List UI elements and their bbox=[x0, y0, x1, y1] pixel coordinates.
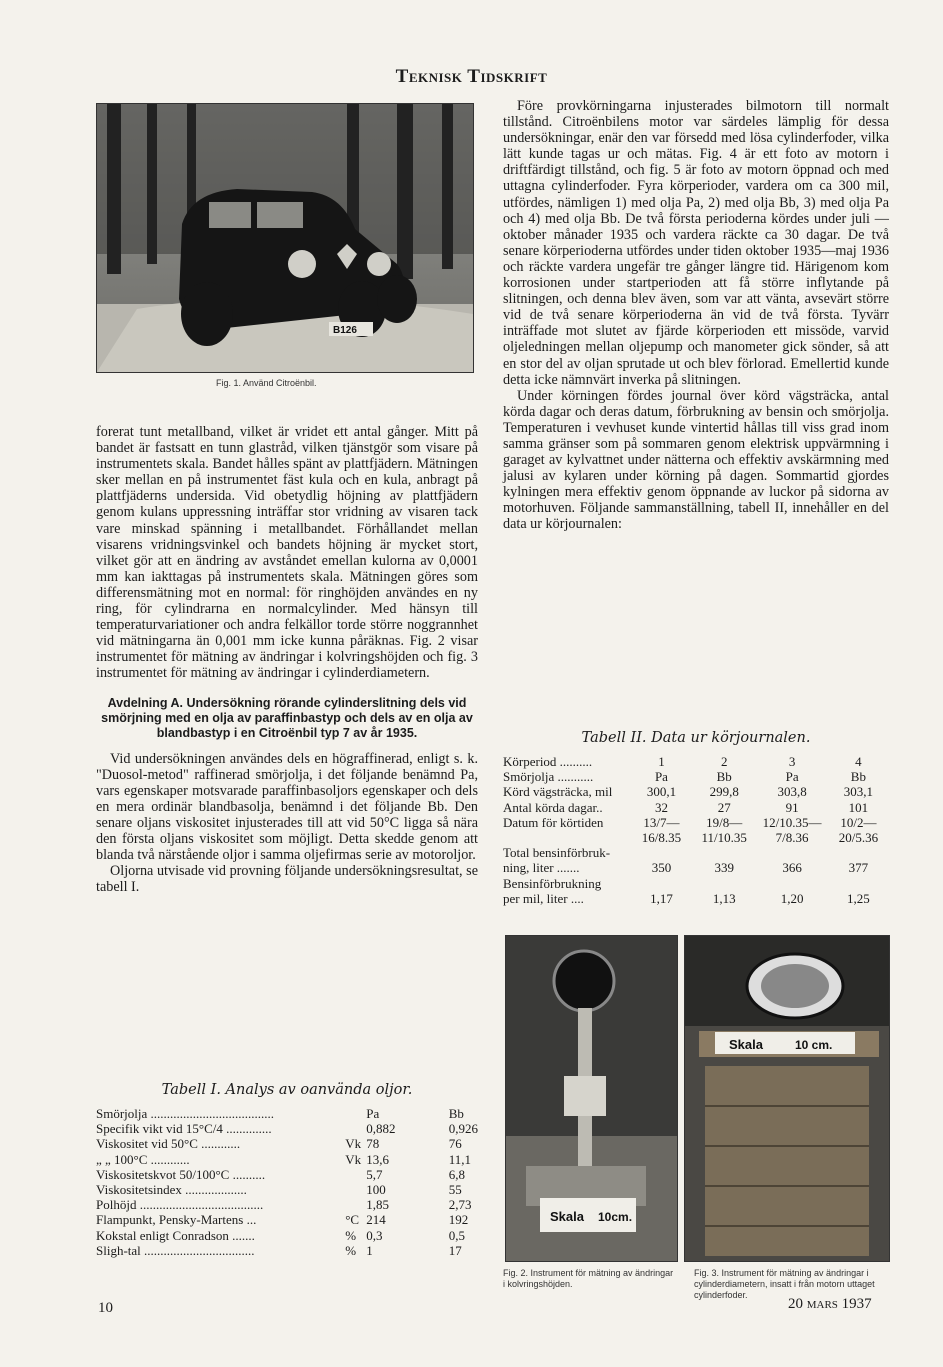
table2-cell-c1: 350 bbox=[651, 860, 672, 876]
table2-cell-c4 bbox=[828, 876, 889, 891]
left-paragraph-3: Oljorna utvisade vid provning följande undersökningsresultat, se tabell I. bbox=[96, 863, 478, 896]
table1-cell-unit bbox=[345, 1106, 366, 1121]
table1-cell-pa: 1,85 bbox=[366, 1197, 390, 1213]
table2-cell-label bbox=[503, 830, 631, 845]
table1-cell-pa: 214 bbox=[366, 1212, 386, 1228]
fig3-instrument-photo bbox=[684, 935, 890, 1262]
table1-cell-bb: Bb bbox=[448, 1106, 464, 1121]
table1-cell-bb: 192 bbox=[448, 1212, 469, 1228]
table2-cell-c4: 10/2— bbox=[840, 814, 877, 830]
car-illustration bbox=[97, 104, 473, 372]
table1-cell-label: „ „ 100°C ............ bbox=[96, 1151, 190, 1167]
fig2-caption: Fig. 2. Instrument för mätning av ändringar i kolvringshöjden. bbox=[503, 1268, 674, 1289]
table2-cell-c1: 1 bbox=[658, 754, 665, 769]
table1-cell-label: Sligh-tal .................................. bbox=[96, 1242, 255, 1258]
table1-row bbox=[96, 1182, 478, 1197]
journal-header: Teknisk Tidskrift bbox=[395, 66, 548, 87]
table1-cell-bb: 11,1 bbox=[448, 1151, 472, 1167]
table1-cell-bb: 2,73 bbox=[448, 1197, 472, 1213]
table1-cell-label: Viskositetsindex ................... bbox=[96, 1182, 247, 1198]
table1-cell-bb: 0,926 bbox=[448, 1121, 478, 1137]
table2-cell-c1: 13/7— bbox=[643, 814, 680, 830]
right-paragraph-1: Före provkörningarna injusterades bilmotorn till normalt tillstånd. Citroënbilens motor var särdeles lämplig för dessa undersökningar, enär den var försedd med lösa cylinderfoder, vilka lätt kunde tagas ur och mätas. Fig. 4 är ett foto av motorn i driftfärdigt tillstånd, och fig. 5 är foto av motorn öppnad och med uttagna cylinderfoder. Fyra körperioder, vardera om ca 300 mil, utfördes, nämligen 1) med olja Pa, 2) med olja Bb, 3) med olja Pa och 4) med olja Bb. De två första perioderna kördes under juli —oktober månader 1935 och vardera räckte ca 30 dagar. De två senare körperioderna utfördes under tiden oktober 1935—maj 1936 och räckte vardera ungefär tre gånger längre tid. Härigenom kom korrosionen under startperioden att få större inflytande på slitningen, och denna blev även, som var att vänta, avsevärt större vid de två senare körperioderna än vid de två första. Tyvärr inträffade mot slutet av fjärde körperioden ett missöde, varvid oljeledningen mellan oljepump och manometer gick sönder, så att en stor del av oljan sprutade ut och blev förlorad. Emellertid kunde detta icke nämnvärt inverka på slitningen. bbox=[503, 98, 889, 388]
table2-cell-label: Körd vägsträcka, mil bbox=[503, 784, 613, 800]
table1-cell-pa: 0,882 bbox=[366, 1121, 396, 1137]
table2-cell-label: Total bensinförbruk- bbox=[503, 845, 611, 861]
table2-cell-c2: 299,8 bbox=[709, 784, 739, 800]
table2-title: Tabell II. Data ur körjournalen. bbox=[581, 730, 811, 746]
table2 bbox=[503, 754, 889, 906]
table2-cell-label: Körperiod .......... bbox=[503, 754, 593, 769]
fig3-caption: Fig. 3. Instrument för mätning av ändringar i cylinderdiametern, insatt i från motorn uttaget cylinderfoder. bbox=[694, 1268, 875, 1300]
table1-cell-bb: 76 bbox=[448, 1136, 462, 1152]
table2-row bbox=[503, 769, 889, 784]
table2-cell-c2: 1,13 bbox=[712, 890, 736, 906]
right-paragraph-2: Under körningen fördes journal över körd vägsträcka, antal körda dagar och deras datum, förbrukning av bensin och smörjolja. Temperaturen i vevhuset kunde vintertid hållas till viss grad inom samma gränser som på sommaren genom elektrisk uppvärmning i garaget av kylvattnet under nätterna och effektiv avskärmning med jalusi av kylaren under körning på dagen. Sommartid gjordes kylningen mera effektiv genom öppnande av luckor på sidorna av motorhuven. Följande sammanställning, tabell II, innehåller en del data ur körjournalen: bbox=[503, 387, 889, 533]
table2-cell-c2 bbox=[692, 845, 756, 860]
table2-cell-c4: 303,1 bbox=[843, 784, 874, 800]
table2-row bbox=[503, 860, 889, 875]
instrument-illustration bbox=[506, 936, 677, 1261]
table1-row bbox=[96, 1106, 478, 1121]
cylinder-illustration bbox=[685, 936, 889, 1261]
table2-cell-label: Datum för körtiden bbox=[503, 814, 604, 830]
table2-row bbox=[503, 891, 889, 906]
table1-cell-label: Viskositetskvot 50/100°C .......... bbox=[96, 1166, 266, 1182]
table2-cell-c3: 12/10.35— bbox=[762, 814, 822, 830]
fig2-instrument-photo bbox=[505, 935, 678, 1262]
table1-cell-pa: 5,7 bbox=[366, 1166, 383, 1182]
table1-cell-bb: 17 bbox=[448, 1242, 462, 1258]
table2-cell-label: per mil, liter .... bbox=[503, 890, 584, 906]
table1-row bbox=[96, 1243, 478, 1258]
left-paragraph-1: forerat tunt metallband, vilket är vridet ett antal gånger. Mitt på bandet är fastsatt en tunn glastråd, vilken tjänstgör som visare på instrumentets skala. Bandet hålles spänt av plattfjädern. Mätningen sker mellan en på instrumentet fäst kula och en kula, anbragt på plattfjäderns undersida. Vid obetydlig höjning av plattfjädern genom kulans uppressning inträffar stor vridning av visaren tack vare minskad spänning i metallbandet. Förhållandet mellan visarens vridningsvinkel och bandets höjning är mycket stort, vilket gör att en ändring av avståndet emellan kulorna av 0,0001 mm kan iakttagas på instrumentets skala. Mätningen göres som differensmätning mot en normal: för ringhöjden användes en ny ring, för cylindrarna en normalcylinder. Med hänsyn till temperaturvariationer och andra felkällor torde större noggrannhet vid mätningarna än 0,001 mm icke kunna påräknas. Fig. 2 visar instrumentet för mätning av ändringar i kolvringshöjden och fig. 3 instrumentet för mätning av ändringar i cylinderdiametern. bbox=[96, 424, 478, 682]
table1-title: Tabell I. Analys av oanvända oljor. bbox=[161, 1082, 413, 1098]
table1-row bbox=[96, 1167, 478, 1182]
left-paragraph-2: Vid undersökningen användes dels en högraffinerad, enligt s. k. "Duosol-metod" raffinerad smörjolja, i det följande benämnd Pa, vars egenskaper motsvarade paraffinbasoljors egenskaper och dels en mera ordinär blandbasolja, benämnd i det följande Bb. Den senare oljans viskositet injusterades till att vid 50°C ligga så nära den första oljans viskositet som möjligt. Detta skedde genom att blanda två närstående oljor i samma oljefirmas serie av motoroljor. bbox=[96, 750, 478, 864]
table2-cell-c3: 366 bbox=[782, 860, 802, 876]
left-column bbox=[96, 424, 478, 895]
section-heading: Avdelning A. Undersökning rörande cylinderslitning dels vid smörjning med en olja av paraffinbastyp och dels av en olja av blandbastyp i en Citroënbil typ 7 av år 1935. bbox=[101, 695, 473, 740]
table1-cell-bb: 6,8 bbox=[448, 1166, 465, 1182]
table2-cell-c1 bbox=[631, 876, 692, 891]
table1-cell-label: Viskositet vid 50°C ............ bbox=[96, 1136, 241, 1152]
license-plate: B126 bbox=[333, 325, 357, 336]
table2-cell-c3: 7/8.36 bbox=[775, 830, 809, 846]
table2-cell-c2: 339 bbox=[714, 860, 734, 876]
table2-cell-c2: 27 bbox=[717, 799, 731, 815]
table2-cell-c4: 4 bbox=[855, 754, 862, 769]
table1-row bbox=[96, 1212, 478, 1227]
table2-cell-c3: 1,20 bbox=[780, 890, 804, 906]
fig3-scale-label: Skala bbox=[729, 1037, 763, 1052]
table1-cell-unit bbox=[345, 1121, 366, 1136]
table1-cell-bb: 0,5 bbox=[448, 1227, 465, 1243]
table1-cell-unit bbox=[345, 1167, 366, 1182]
table2-row bbox=[503, 830, 889, 845]
table2-cell-c3 bbox=[756, 876, 827, 891]
table2-row bbox=[503, 876, 889, 891]
table2-cell-label: Smörjolja ........... bbox=[503, 769, 594, 785]
table2-cell-c4: Bb bbox=[850, 769, 866, 785]
table1-row bbox=[96, 1228, 478, 1243]
table1-cell-label: Kokstal enligt Conradson ....... bbox=[96, 1227, 255, 1243]
table2-cell-c3: Pa bbox=[785, 769, 799, 785]
table2-cell-label: ning, liter ....... bbox=[503, 860, 580, 876]
table1-row bbox=[96, 1197, 478, 1212]
table1-cell-pa: Pa bbox=[366, 1106, 380, 1121]
table1-cell-unit bbox=[345, 1182, 366, 1197]
table2-cell-c1: 32 bbox=[654, 799, 668, 815]
table1 bbox=[96, 1106, 478, 1258]
table2-row bbox=[503, 815, 889, 830]
table2-cell-c1 bbox=[631, 845, 692, 860]
table1-cell-bb: 55 bbox=[448, 1182, 462, 1198]
table1-cell-pa: 0,3 bbox=[366, 1227, 383, 1243]
table1-cell-unit: % bbox=[345, 1242, 357, 1258]
table2-cell-c4 bbox=[828, 845, 889, 860]
table2-row bbox=[503, 784, 889, 799]
fig2-scale-value: 10cm. bbox=[598, 1210, 633, 1224]
table2-cell-c1: 300,1 bbox=[646, 784, 677, 800]
table2-cell-label: Antal körda dagar.. bbox=[503, 799, 603, 815]
page-number: 10 bbox=[98, 1300, 113, 1316]
table2-row bbox=[503, 754, 889, 769]
table1-cell-unit: °C bbox=[345, 1212, 360, 1228]
table2-cell-c3: 91 bbox=[785, 799, 799, 815]
table2-cell-c2: 2 bbox=[720, 754, 728, 769]
table2-cell-c4: 20/5.36 bbox=[838, 830, 879, 846]
table1-cell-unit: Vk bbox=[345, 1151, 362, 1167]
table1-cell-unit: Vk bbox=[345, 1136, 362, 1152]
table1-cell-pa: 1 bbox=[366, 1242, 373, 1258]
table1-cell-unit: % bbox=[345, 1227, 357, 1243]
table2-cell-c1: Pa bbox=[654, 769, 668, 785]
fig1-caption: Fig. 1. Använd Citroënbil. bbox=[216, 378, 317, 388]
table1-cell-unit bbox=[345, 1197, 366, 1212]
table2-cell-c3 bbox=[756, 845, 827, 860]
table2-cell-c4: 377 bbox=[848, 860, 869, 876]
issue-date: 20 mars 1937 bbox=[788, 1296, 872, 1312]
table2-cell-c2: Bb bbox=[716, 769, 732, 785]
table2-cell-c4: 1,25 bbox=[847, 890, 870, 906]
table1-cell-pa: 13,6 bbox=[366, 1151, 390, 1167]
fig3-scale-value: 10 cm. bbox=[795, 1038, 833, 1052]
table1-row bbox=[96, 1136, 478, 1151]
table1-block bbox=[96, 1082, 478, 1258]
table2-cell-c2 bbox=[692, 876, 756, 891]
table1-row bbox=[96, 1121, 478, 1136]
table2-cell-label: Bensinförbrukning bbox=[503, 875, 602, 891]
table2-cell-c4: 101 bbox=[848, 799, 869, 815]
table1-cell-label: Smörjolja ...................................... bbox=[96, 1106, 275, 1121]
table1-row bbox=[96, 1152, 478, 1167]
table1-cell-pa: 100 bbox=[366, 1182, 386, 1198]
table2-row bbox=[503, 845, 889, 860]
table2-cell-c3: 303,8 bbox=[777, 784, 807, 800]
table2-cell-c3: 3 bbox=[788, 754, 796, 769]
fig1-car-photo bbox=[96, 103, 474, 373]
table1-cell-label: Specifik vikt vid 15°C/4 .............. bbox=[96, 1121, 272, 1137]
table2-row bbox=[503, 800, 889, 815]
fig2-scale-label: Skala bbox=[550, 1209, 584, 1224]
table2-cell-c2: 11/10.35 bbox=[701, 830, 747, 846]
table1-cell-pa: 78 bbox=[366, 1136, 380, 1152]
table1-cell-label: Flampunkt, Pensky-Martens ... bbox=[96, 1212, 257, 1228]
table1-cell-label: Polhöjd ...................................... bbox=[96, 1197, 264, 1213]
right-column bbox=[503, 98, 889, 533]
table2-cell-c2: 19/8— bbox=[706, 814, 743, 830]
table2-cell-c1: 1,17 bbox=[650, 890, 673, 906]
table2-block bbox=[503, 730, 889, 906]
table2-cell-c1: 16/8.35 bbox=[641, 830, 682, 846]
